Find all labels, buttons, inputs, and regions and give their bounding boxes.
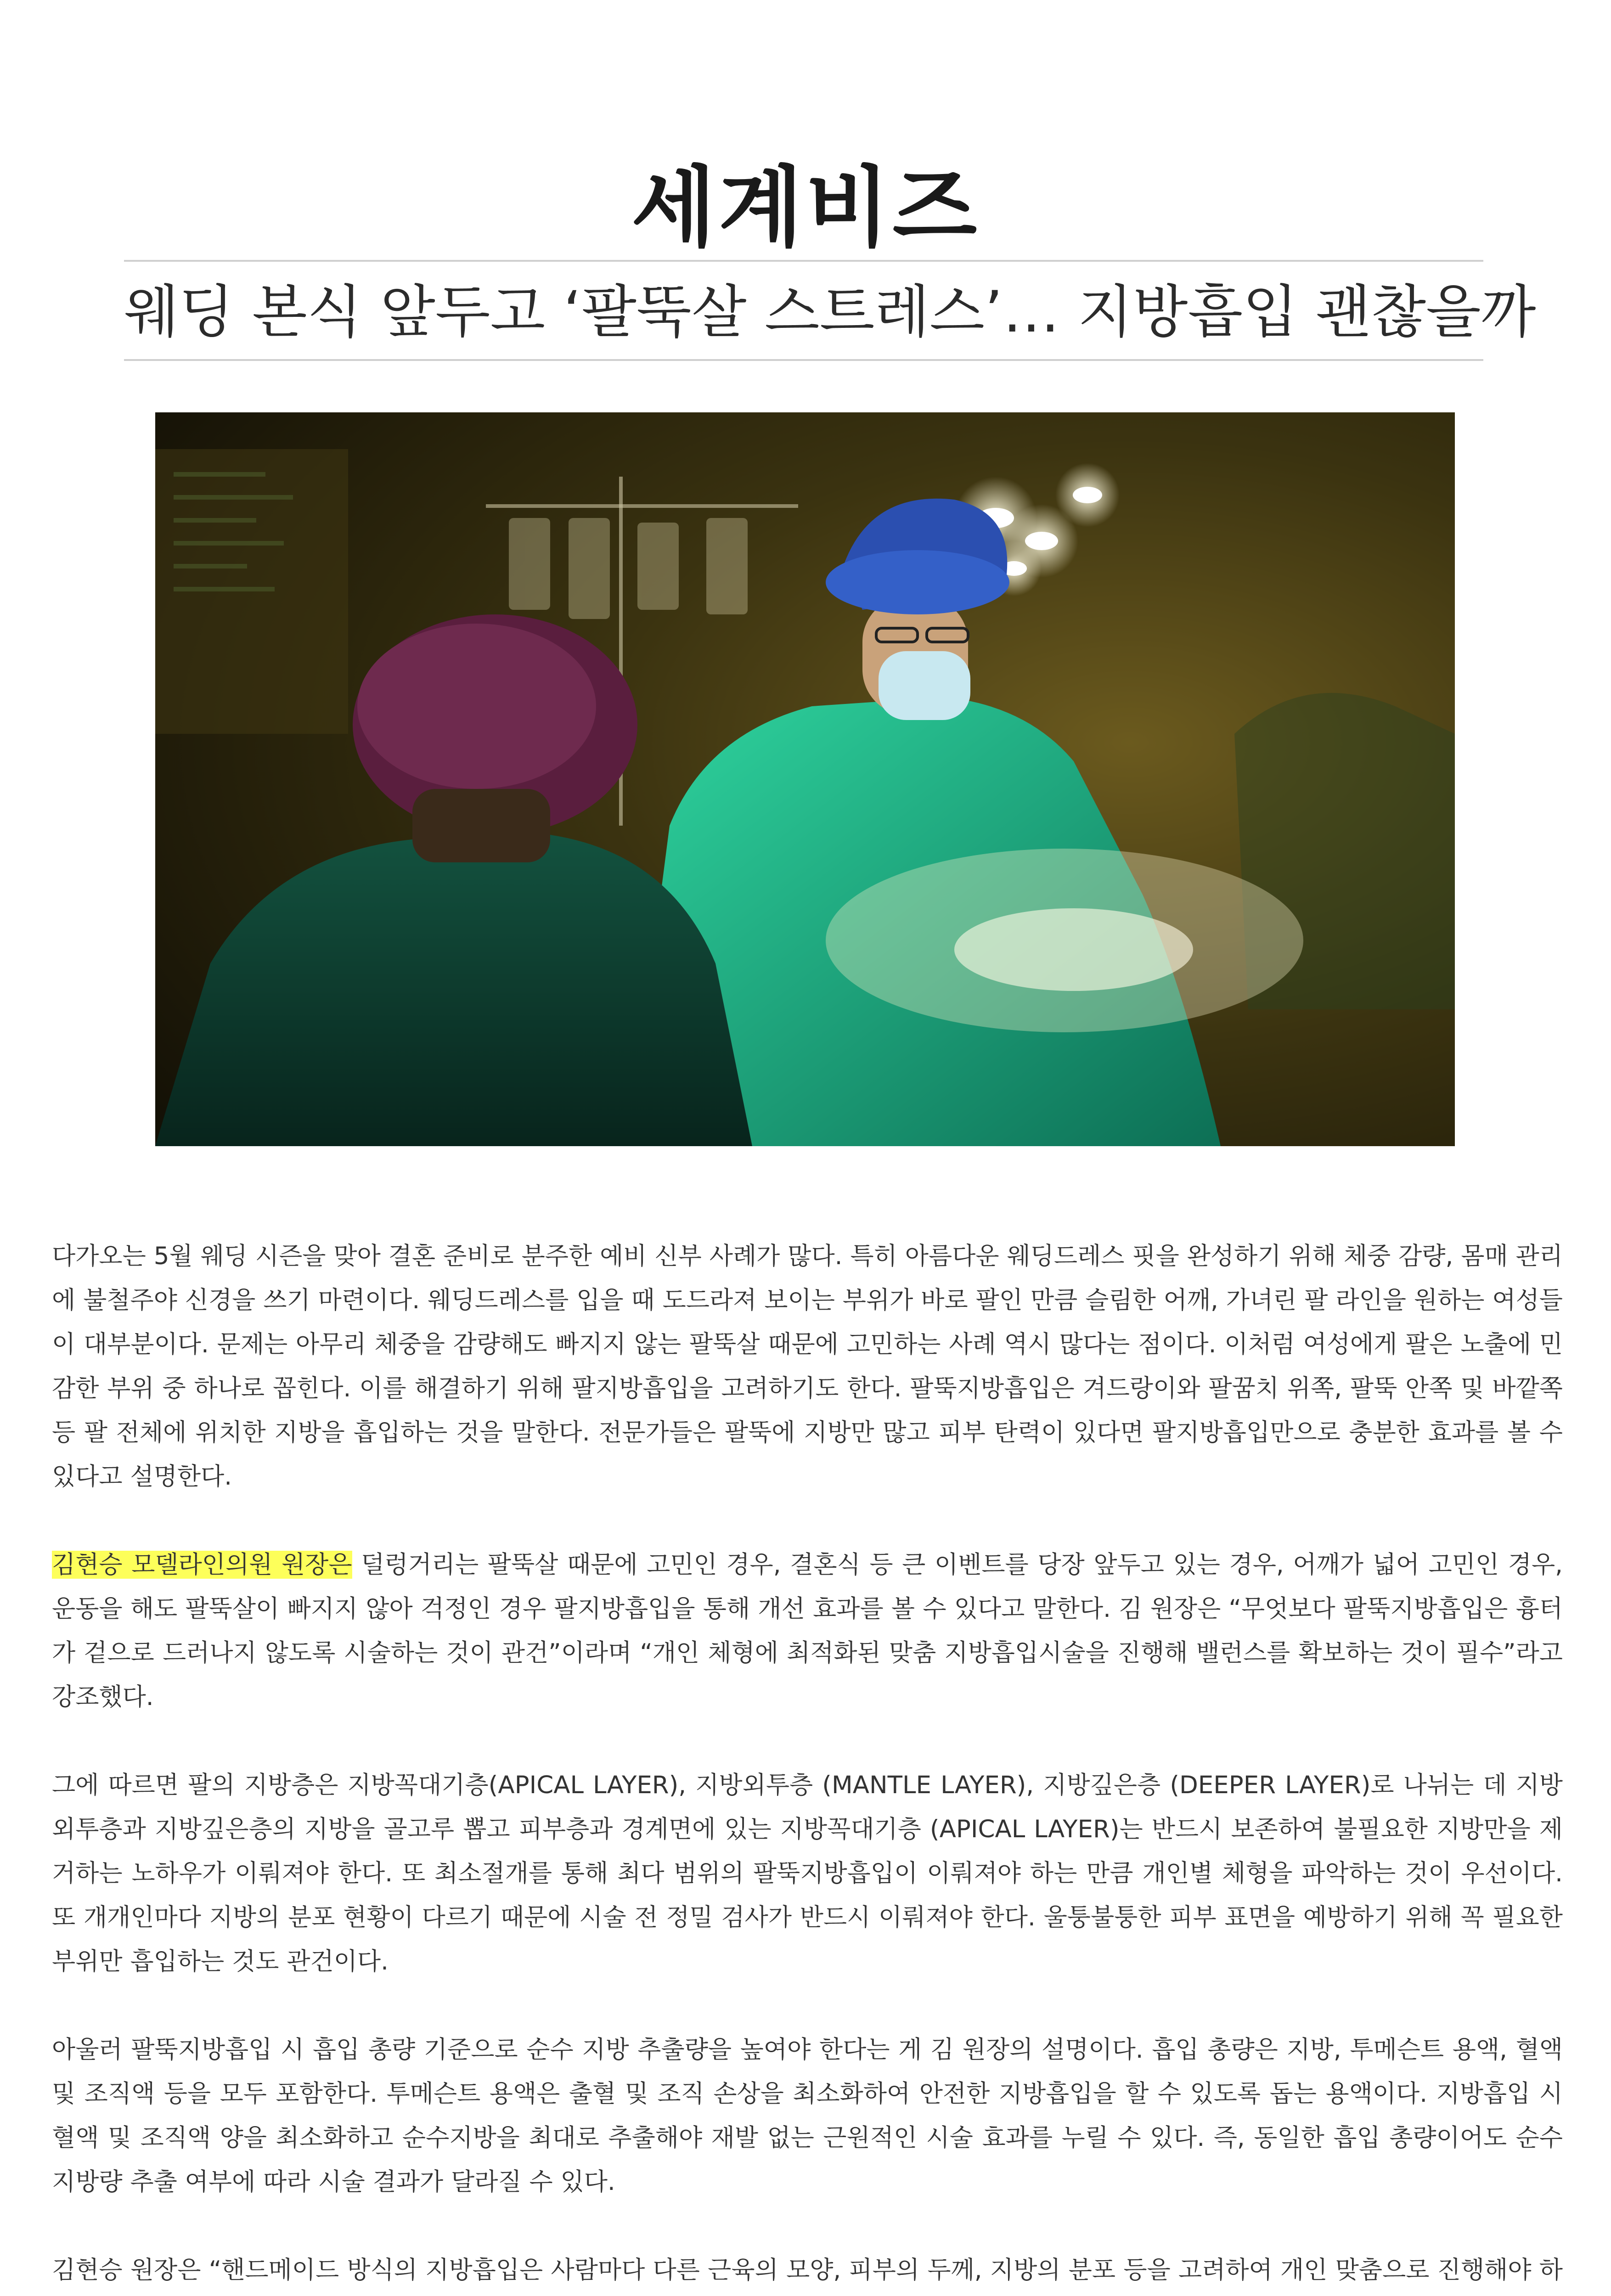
article-paragraph — [52, 1543, 1563, 1719]
article-paragraph — [52, 1763, 1563, 1984]
paragraph-text: 그에 따르면 팔의 지방층은 지방꼭대기층(APICAL LAYER), 지방외투층 (MANTLE LAYER), 지방깊은층 (DEEPER LAYER)로 나뉘는 데 지방외투층과 지방깊은층의 지방을 골고루 뽑고 피부층과 경계면에 있는 지방꼭대기층 (APICAL LAYER)는 반드시 보존하여 불필요한 지방만을 제거하는 노하우가 이뤄져야 한다. 또 최소절개를 통해 최다 범위의 팔뚝지방흡입이 이뤄져야 하는 만큼 개인별 체형을 파악하는 것이 우선이다. 또 개개인마다 지방의 분포 현황이 다르기 때문에 시술 전 정밀 검사가 반드시 이뤄져야 한다. 울퉁불퉁한 피부 표면을 예방하기 위해 꼭 필요한 부위만 흡입하는 것도 관건이다. — [52, 1771, 1563, 1975]
article-paragraph — [52, 2028, 1563, 2204]
article-body — [52, 1234, 1563, 2296]
paragraph-text: 다가오는 5월 웨딩 시즌을 맞아 결혼 준비로 분주한 예비 신부 사례가 많다. 특히 아름다운 웨딩드레스 핏을 완성하기 위해 체중 감량, 몸매 관리에 불철주야 신경을 쓰기 마련이다. 웨딩드레스를 입을 때 도드라져 보이는 부위가 바로 팔인 만큼 슬림한 어깨, 가녀린 팔 라인을 원하는 여성들이 대부분이다. 문제는 아무리 체중을 감량해도 빠지지 않는 팔뚝살 때문에 고민하는 사례 역시 많다는 점이다. 이처럼 여성에게 팔은 노출에 민감한 부위 중 하나로 꼽힌다. 이를 해결하기 위해 팔지방흡입을 고려하기도 한다. 팔뚝지방흡입은 겨드랑이와 팔꿈치 위쪽, 팔뚝 안쪽 및 바깥쪽 등 팔 전체에 위치한 지방을 흡입하는 것을 말한다. 전문가들은 팔뚝에 지방만 많고 피부 탄력이 있다면 팔지방흡입만으로 충분한 효과를 볼 수 있다고 설명한다. — [52, 1242, 1563, 1491]
surgery-photo-icon — [155, 412, 1455, 1146]
article-paragraph — [52, 2248, 1563, 2296]
paragraph-text: 아울러 팔뚝지방흡입 시 흡입 총량 기준으로 순수 지방 추출량을 높여야 한다는 게 김 원장의 설명이다. 흡입 총량은 지방, 투메슨트 용액, 혈액 및 조직액 등을 모두 포함한다. 투메슨트 용액은 출혈 및 조직 손상을 최소화하여 안전한 지방흡입을 할 수 있도록 돕는 용액이다. 지방흡입 시 혈액 및 조직액 양을 최소화하고 순수지방을 최대로 추출해야 재발 없는 근원적인 시술 효과를 누릴 수 있다. 즉, 동일한 흡입 총량이어도 순수 지방량 추출 여부에 따라 시술 결과가 달라질 수 있다. — [52, 2036, 1563, 2196]
highlighted-text: 김현승 모델라인의원 원장은 — [52, 1551, 352, 1579]
paragraph-text: 덜렁거리는 팔뚝살 때문에 고민인 경우, 결혼식 등 큰 이벤트를 당장 앞두고 있는 경우, 어깨가 넓어 고민인 경우, 운동을 해도 팔뚝살이 빠지지 않아 걱정인 경우 팔지방흡입을 통해 개선 효과를 볼 수 있다고 말한다. 김 원장은 “무엇보다 팔뚝지방흡입은 흉터가 겉으로 드러나지 않도록 시술하는 것이 관건”이라며 “개인 체형에 최적화된 맞춤 지방흡입시술을 진행해 밸런스를 확보하는 것이 필수”라고 강조했다. — [52, 1551, 1563, 1711]
article-photo — [155, 412, 1455, 1146]
headline-top-divider — [124, 260, 1483, 262]
article-headline: 웨딩 본식 앞두고 ‘팔뚝살 스트레스’… 지방흡입 괜찮을까 — [124, 279, 1536, 345]
paragraph-text: 김현승 원장은 “핸드메이드 방식의 지방흡입은 사람마다 다른 근육의 모양, 피부의 두께, 지방의 분포 등을 고려하여 개인 맞춤으로 진행해야 하 — [52, 2256, 1563, 2284]
article-paragraph — [52, 1234, 1563, 1499]
headline-bottom-divider — [124, 359, 1483, 361]
site-logo[interactable]: 세계비즈 — [631, 156, 980, 259]
